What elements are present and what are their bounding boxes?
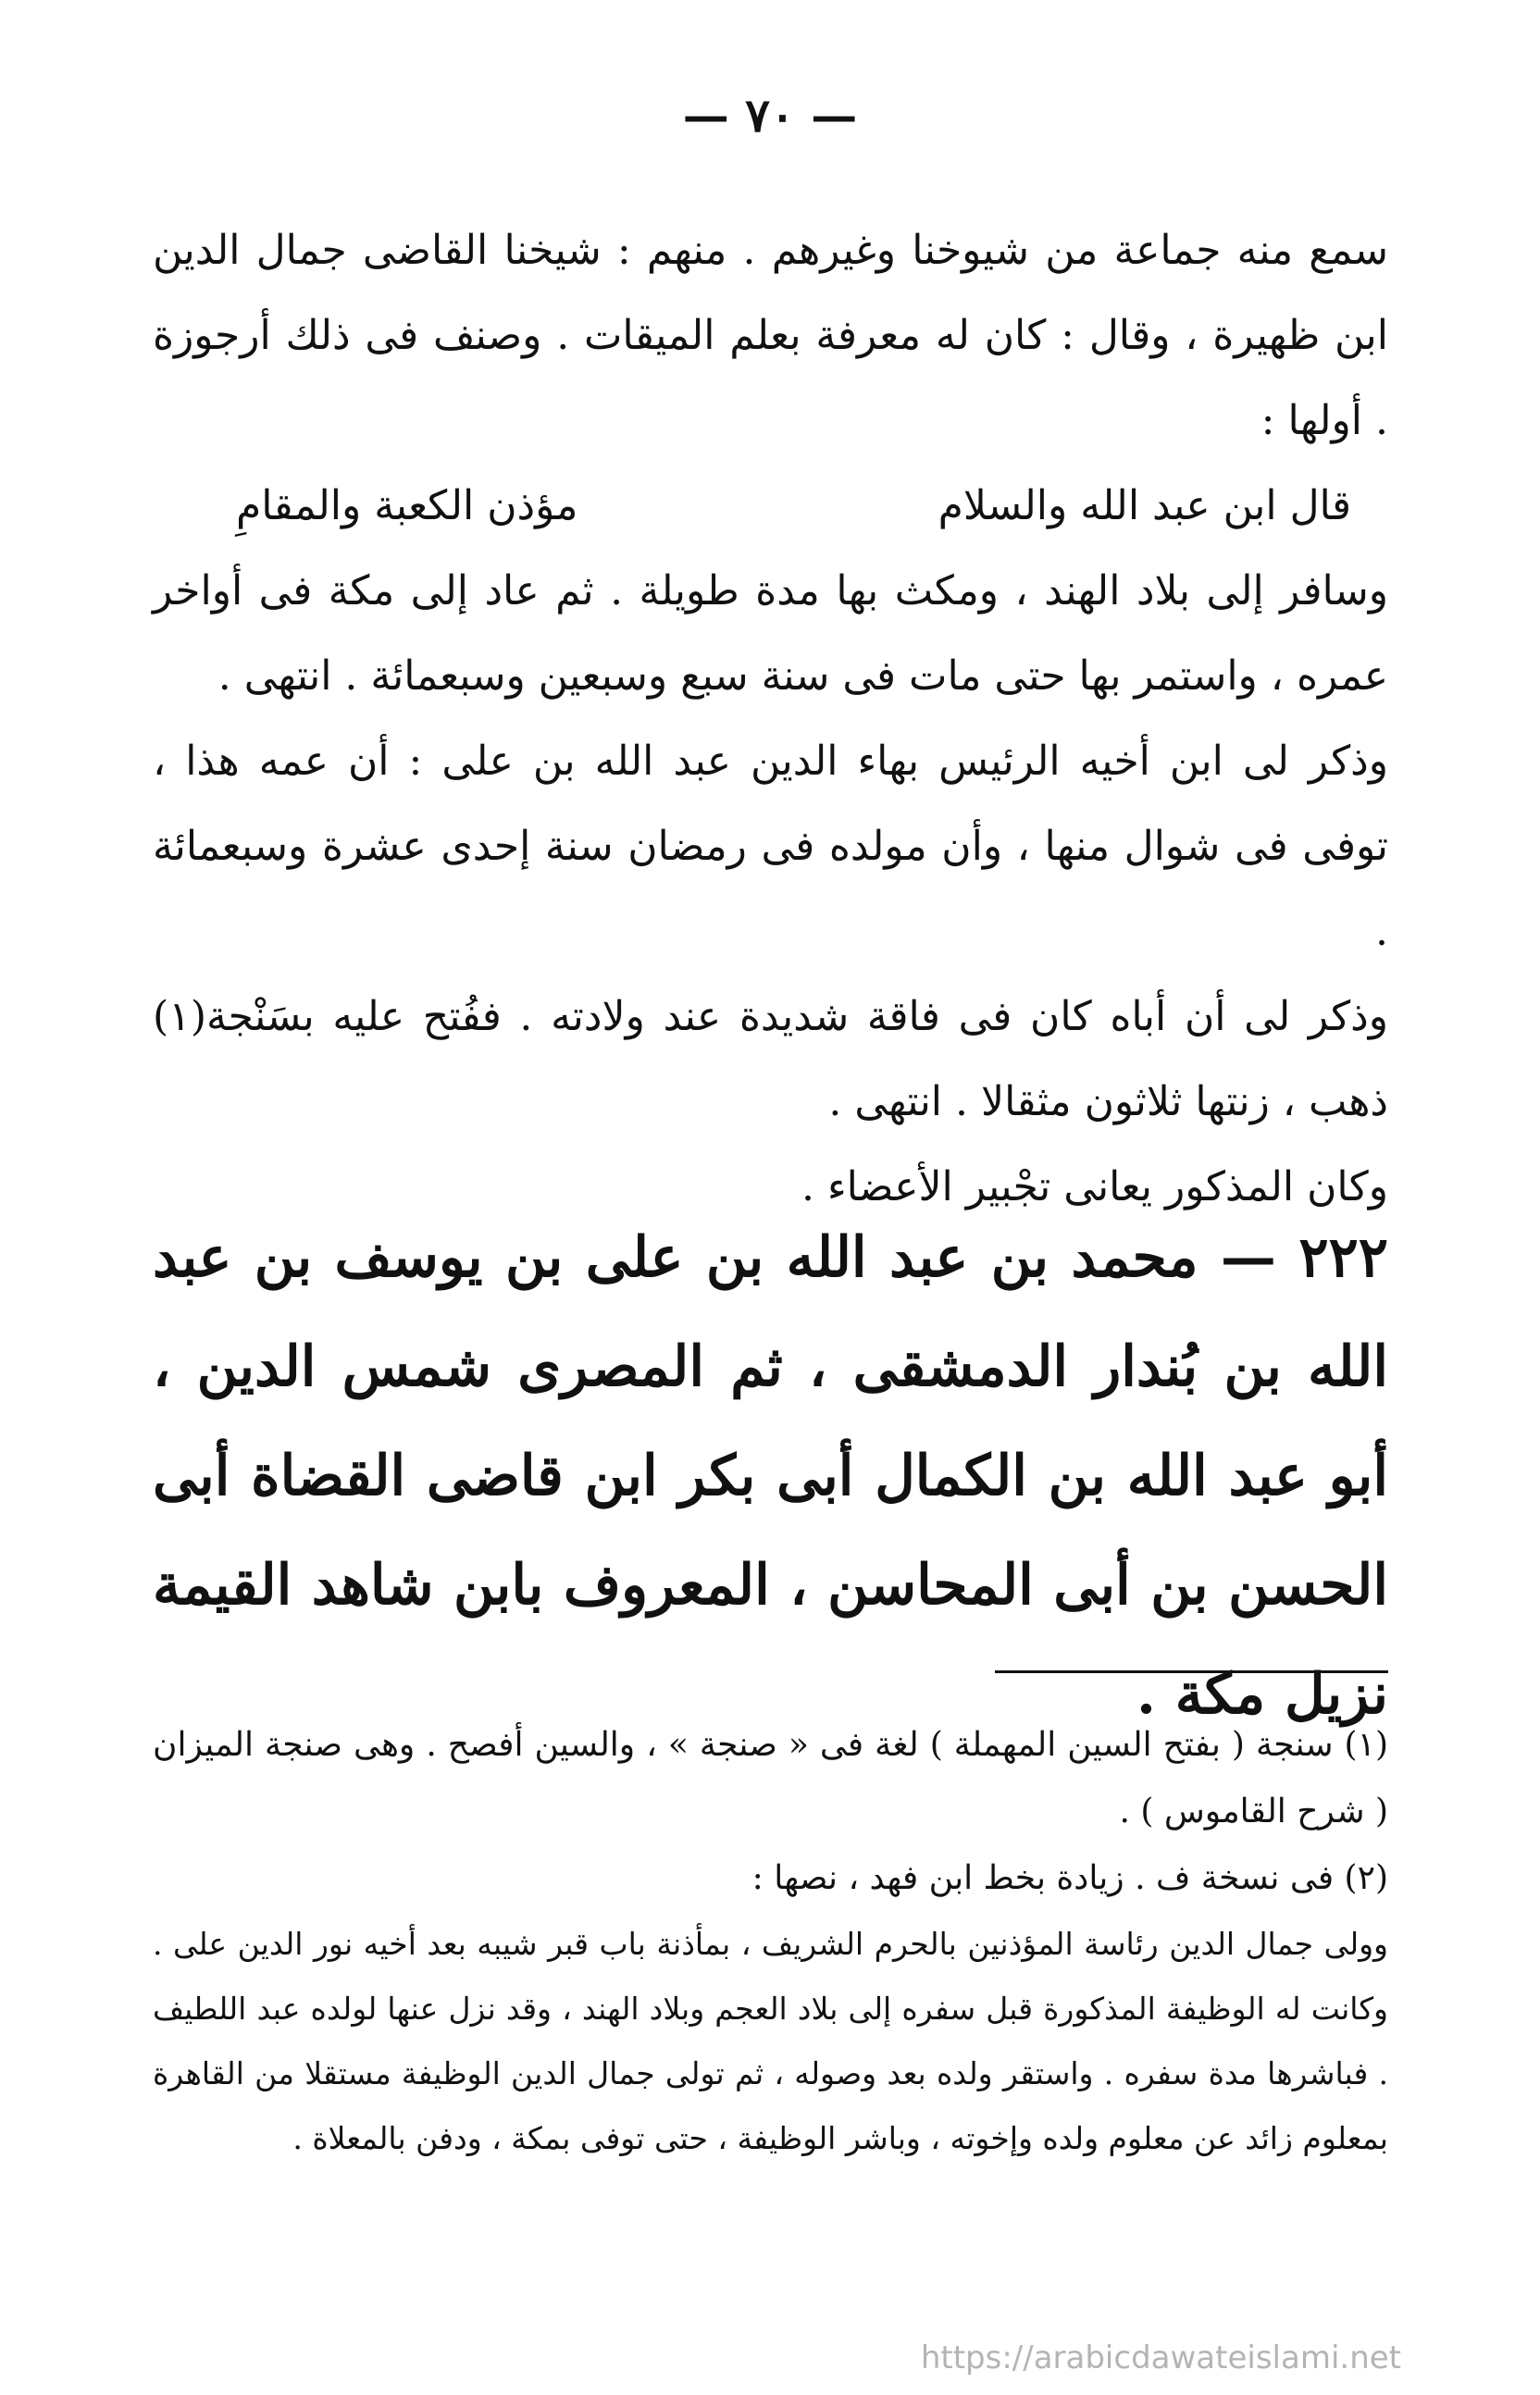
poem-hemistich-2: مؤذن الكعبة والمقامِ [236, 482, 578, 529]
paragraph-2: وسافر إلى بلاد الهند ، ومكث بها مدة طويلة . ثم عاد إلى مكة فى أواخر عمره ، واستمر بها حتى مات فى سنة سبع وسبعين وسبعمائة . انتهى . [153, 567, 1388, 700]
watermark-url: https://arabicdawateislami.net [920, 2339, 1401, 2376]
poem-hemistich-1: قال ابن عبد الله والسلام [938, 482, 1351, 529]
entry-text: ٢٢٢ — محمد بن عبد الله بن على بن يوسف بن عبد الله بن بُندار الدمشقى ، ثم المصرى شمس الدين ، أبو عبد الله بن الكمال أبى بكر ابن قاضى القضاة أبى الحسن بن أبى المحاسن ، المعروف بابن شاهد القيمة نزيل مكة . [153, 1225, 1388, 1727]
paragraph-4: وذكر لى أن أباه كان فى فاقة شديدة عند ولادته . ففُتح عليه بسَنْجة(١) ذهب ، زنتها ثلاثون مثقالا . انتهى . [153, 993, 1388, 1125]
footnotes [153, 1712, 1388, 2171]
poem-verse [153, 464, 1388, 549]
paragraph-5: وكان المذكور يعانى تجْبير الأعضاء . [801, 1163, 1388, 1210]
footnote-separator [995, 1670, 1388, 1673]
footnote-2: (٢) فى نسخة ف . زيادة بخط ابن فهد ، نصها : [751, 1859, 1388, 1897]
footnote-1: (١) سنجة ( بفتح السين المهملة ) لغة فى « صنجة » ، والسين أفصح . وهى صنجة الميزان ( شرح القاموس ) . [153, 1726, 1388, 1830]
body-text [153, 208, 1388, 1230]
footnote-2-quote: وولى جمال الدين رئاسة المؤذنين بالحرم الشريف ، بمأذنة باب قبر شيبه بعد أخيه نور الدين على . وكانت له الوظيفة المذكورة قبل سفره إلى بلاد العجم وبلاد الهند ، وقد نزل عنها لولده عبد اللطيف . فباشرها مدة سفره . واستقر ولده بعد وصوله ، ثم تولى جمال الدين الوظيفة مستقلا من القاهرة بمعلوم زائد عن معلوم ولده وإخوته ، وباشر الوظيفة ، حتى توفى بمكة ، ودفن بالمعلاة . [153, 1926, 1388, 2156]
paragraph-1: سمع منه جماعة من شيوخنا وغيرهم . منهم : شيخنا القاضى جمال الدين ابن ظهيرة ، وقال : كان له معرفة بعلم الميقات . وصنف فى ذلك أرجوزة . أولها : [153, 227, 1388, 444]
paragraph-3: وذكر لى ابن أخيه الرئيس بهاء الدين عبد الله بن على : أن عمه هذا ، توفى فى شوال منها ، وأن مولده فى رمضان سنة إحدى عشرة وسبعمائة . [153, 738, 1388, 955]
biography-entry-heading [153, 1203, 1388, 1749]
page-number: — ٧٠ — [682, 88, 858, 143]
